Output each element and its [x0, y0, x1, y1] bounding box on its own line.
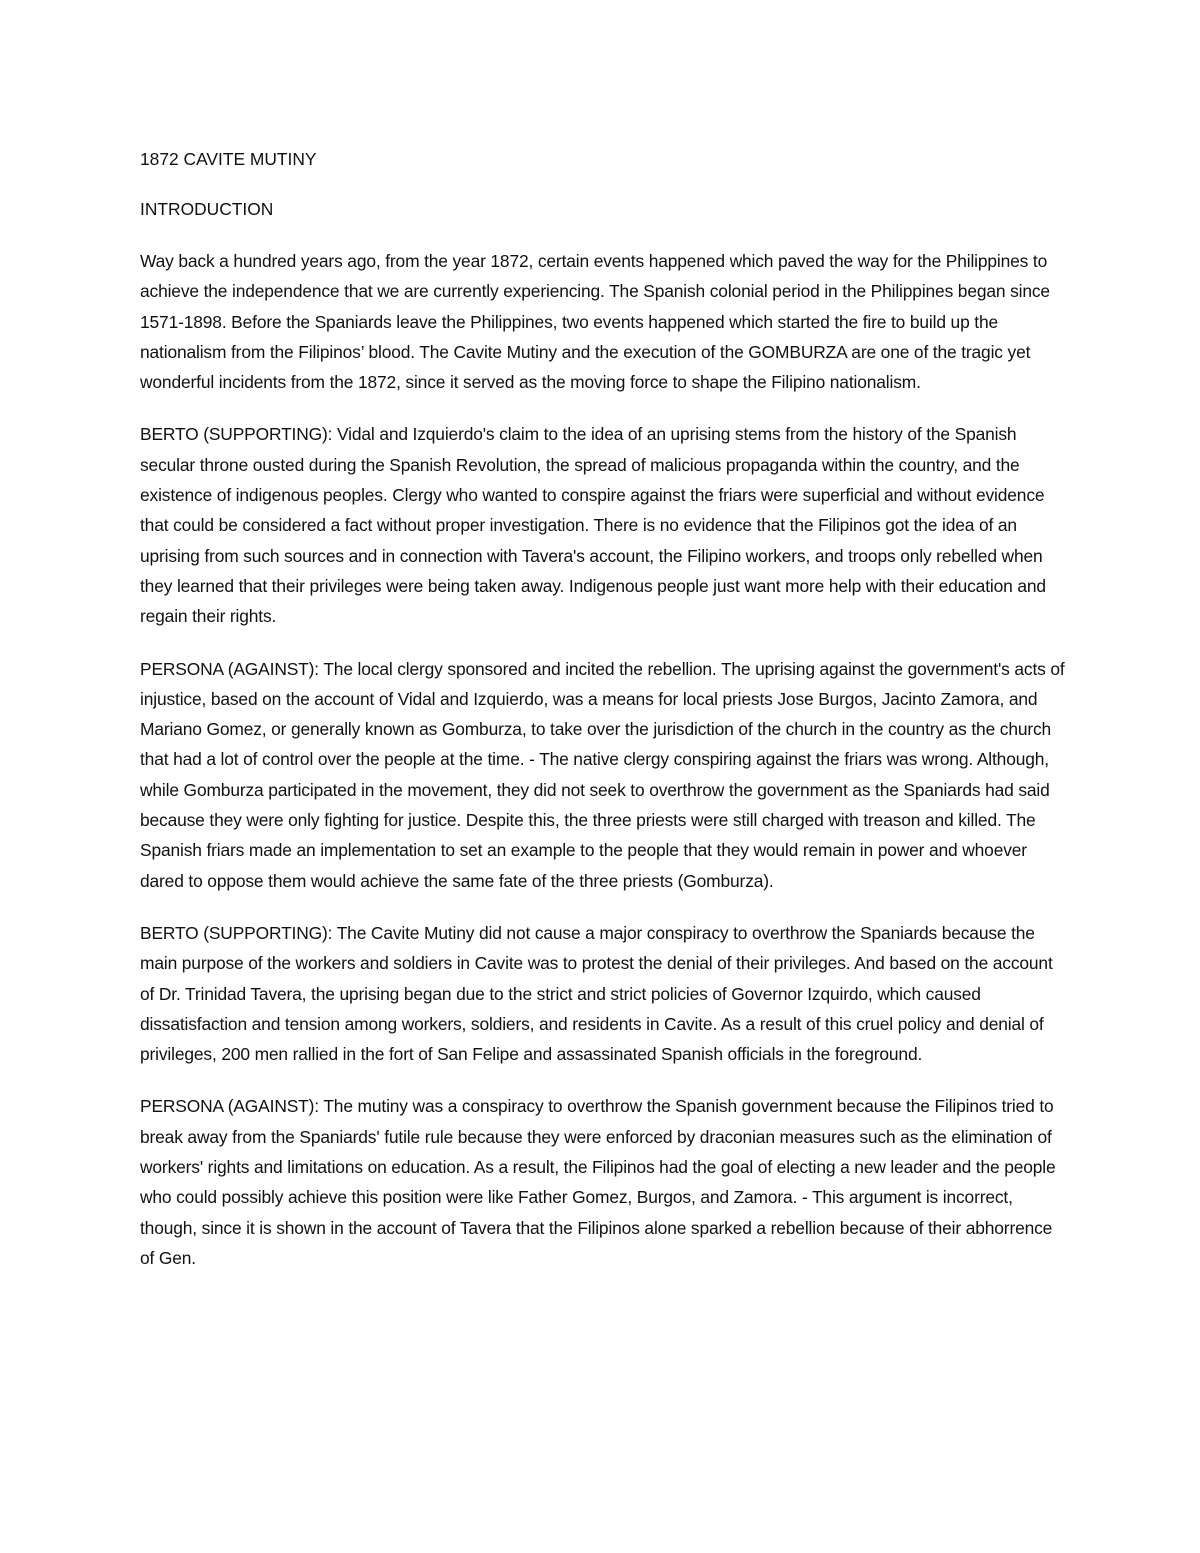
document-body — [140, 144, 1065, 1295]
paragraph-introduction: Way back a hundred years ago, from the year 1872, certain events happened which paved the way for the Philippines to achieve the independence that we are currently experiencing. The Spanish colonial period in the Philippines began since 1571-1898. Before the Spaniards leave the Philippines, two events happened which started the fire to build up the nationalism from the Filipinos’ blood. The Cavite Mutiny and the execution of the GOMBURZA are one of the tragic yet wonderful incidents from the 1872, since it served as the moving force to shape the Filipino nationalism. — [140, 251, 1050, 393]
paragraph-berto-supporting-2: BERTO (SUPPORTING): The Cavite Mutiny did not cause a major conspiracy to overthrow the Spaniards because the main purpose of the workers and soldiers in Cavite was to protest the denial of their privileges. And based on the account of Dr. Trinidad Tavera, the uprising began due to the strict and strict policies of Governor Izquirdo, which caused dissatisfaction and tension among workers, soldiers, and residents in Cavite. As a result of this cruel policy and denial of privileges, 200 men rallied in the fort of San Felipe and assassinated Spanish officials in the foreground. — [140, 922, 1053, 1065]
section-heading: INTRODUCTION — [140, 199, 274, 219]
paragraph-berto-supporting-1: BERTO (SUPPORTING): Vidal and Izquierdo's claim to the idea of an uprising stems from the history of the Spanish secular throne ousted during the Spanish Revolution, the spread of malicious propaganda within the country, and the existence of indigenous peoples. Clergy who wanted to conspire against the friars were superficial and without evidence that could be considered a fact without proper investigation. There is no evidence that the Filipinos got the idea of an uprising from such sources and in connection with Tavera's account, the Filipino workers, and troops only rebelled when they learned that their privileges were being taken away. Indigenous people just want more help with their education and regain their rights. — [140, 424, 1046, 627]
document-title: 1872 CAVITE MUTINY — [140, 149, 317, 169]
paragraph-persona-against-1: PERSONA (AGAINST): The local clergy sponsored and incited the rebellion. The uprising against the government's acts of injustice, based on the account of Vidal and Izquierdo, was a means for local priests Jose Burgos, Jacinto Zamora, and Mariano Gomez, or generally known as Gomburza, to take over the jurisdiction of the church in the country as the church that had a lot of control over the people at the time. - The native clergy conspiring against the friars was wrong. Although, while Gomburza participated in the movement, they did not seek to overthrow the government as the Spaniards had said because they were only fighting for justice. Despite this, the three priests were still charged with treason and killed. The Spanish friars made an implementation to set an example to the people that they would remain in power and whoever dared to oppose them would achieve the same fate of the three priests (Gomburza). — [140, 658, 1065, 891]
paragraph-persona-against-2: PERSONA (AGAINST): The mutiny was a conspiracy to overthrow the Spanish government because the Filipinos tried to break away from the Spaniards' futile rule because they were enforced by draconian measures such as the elimination of workers' rights and limitations on education. As a result, the Filipinos had the goal of electing a new leader and the people who could possibly achieve this position were like Father Gomez, Burgos, and Zamora. - This argument is incorrect, though, since it is shown in the account of Tavera that the Filipinos alone sparked a rebellion because of their abhorrence of Gen. — [140, 1096, 1056, 1268]
